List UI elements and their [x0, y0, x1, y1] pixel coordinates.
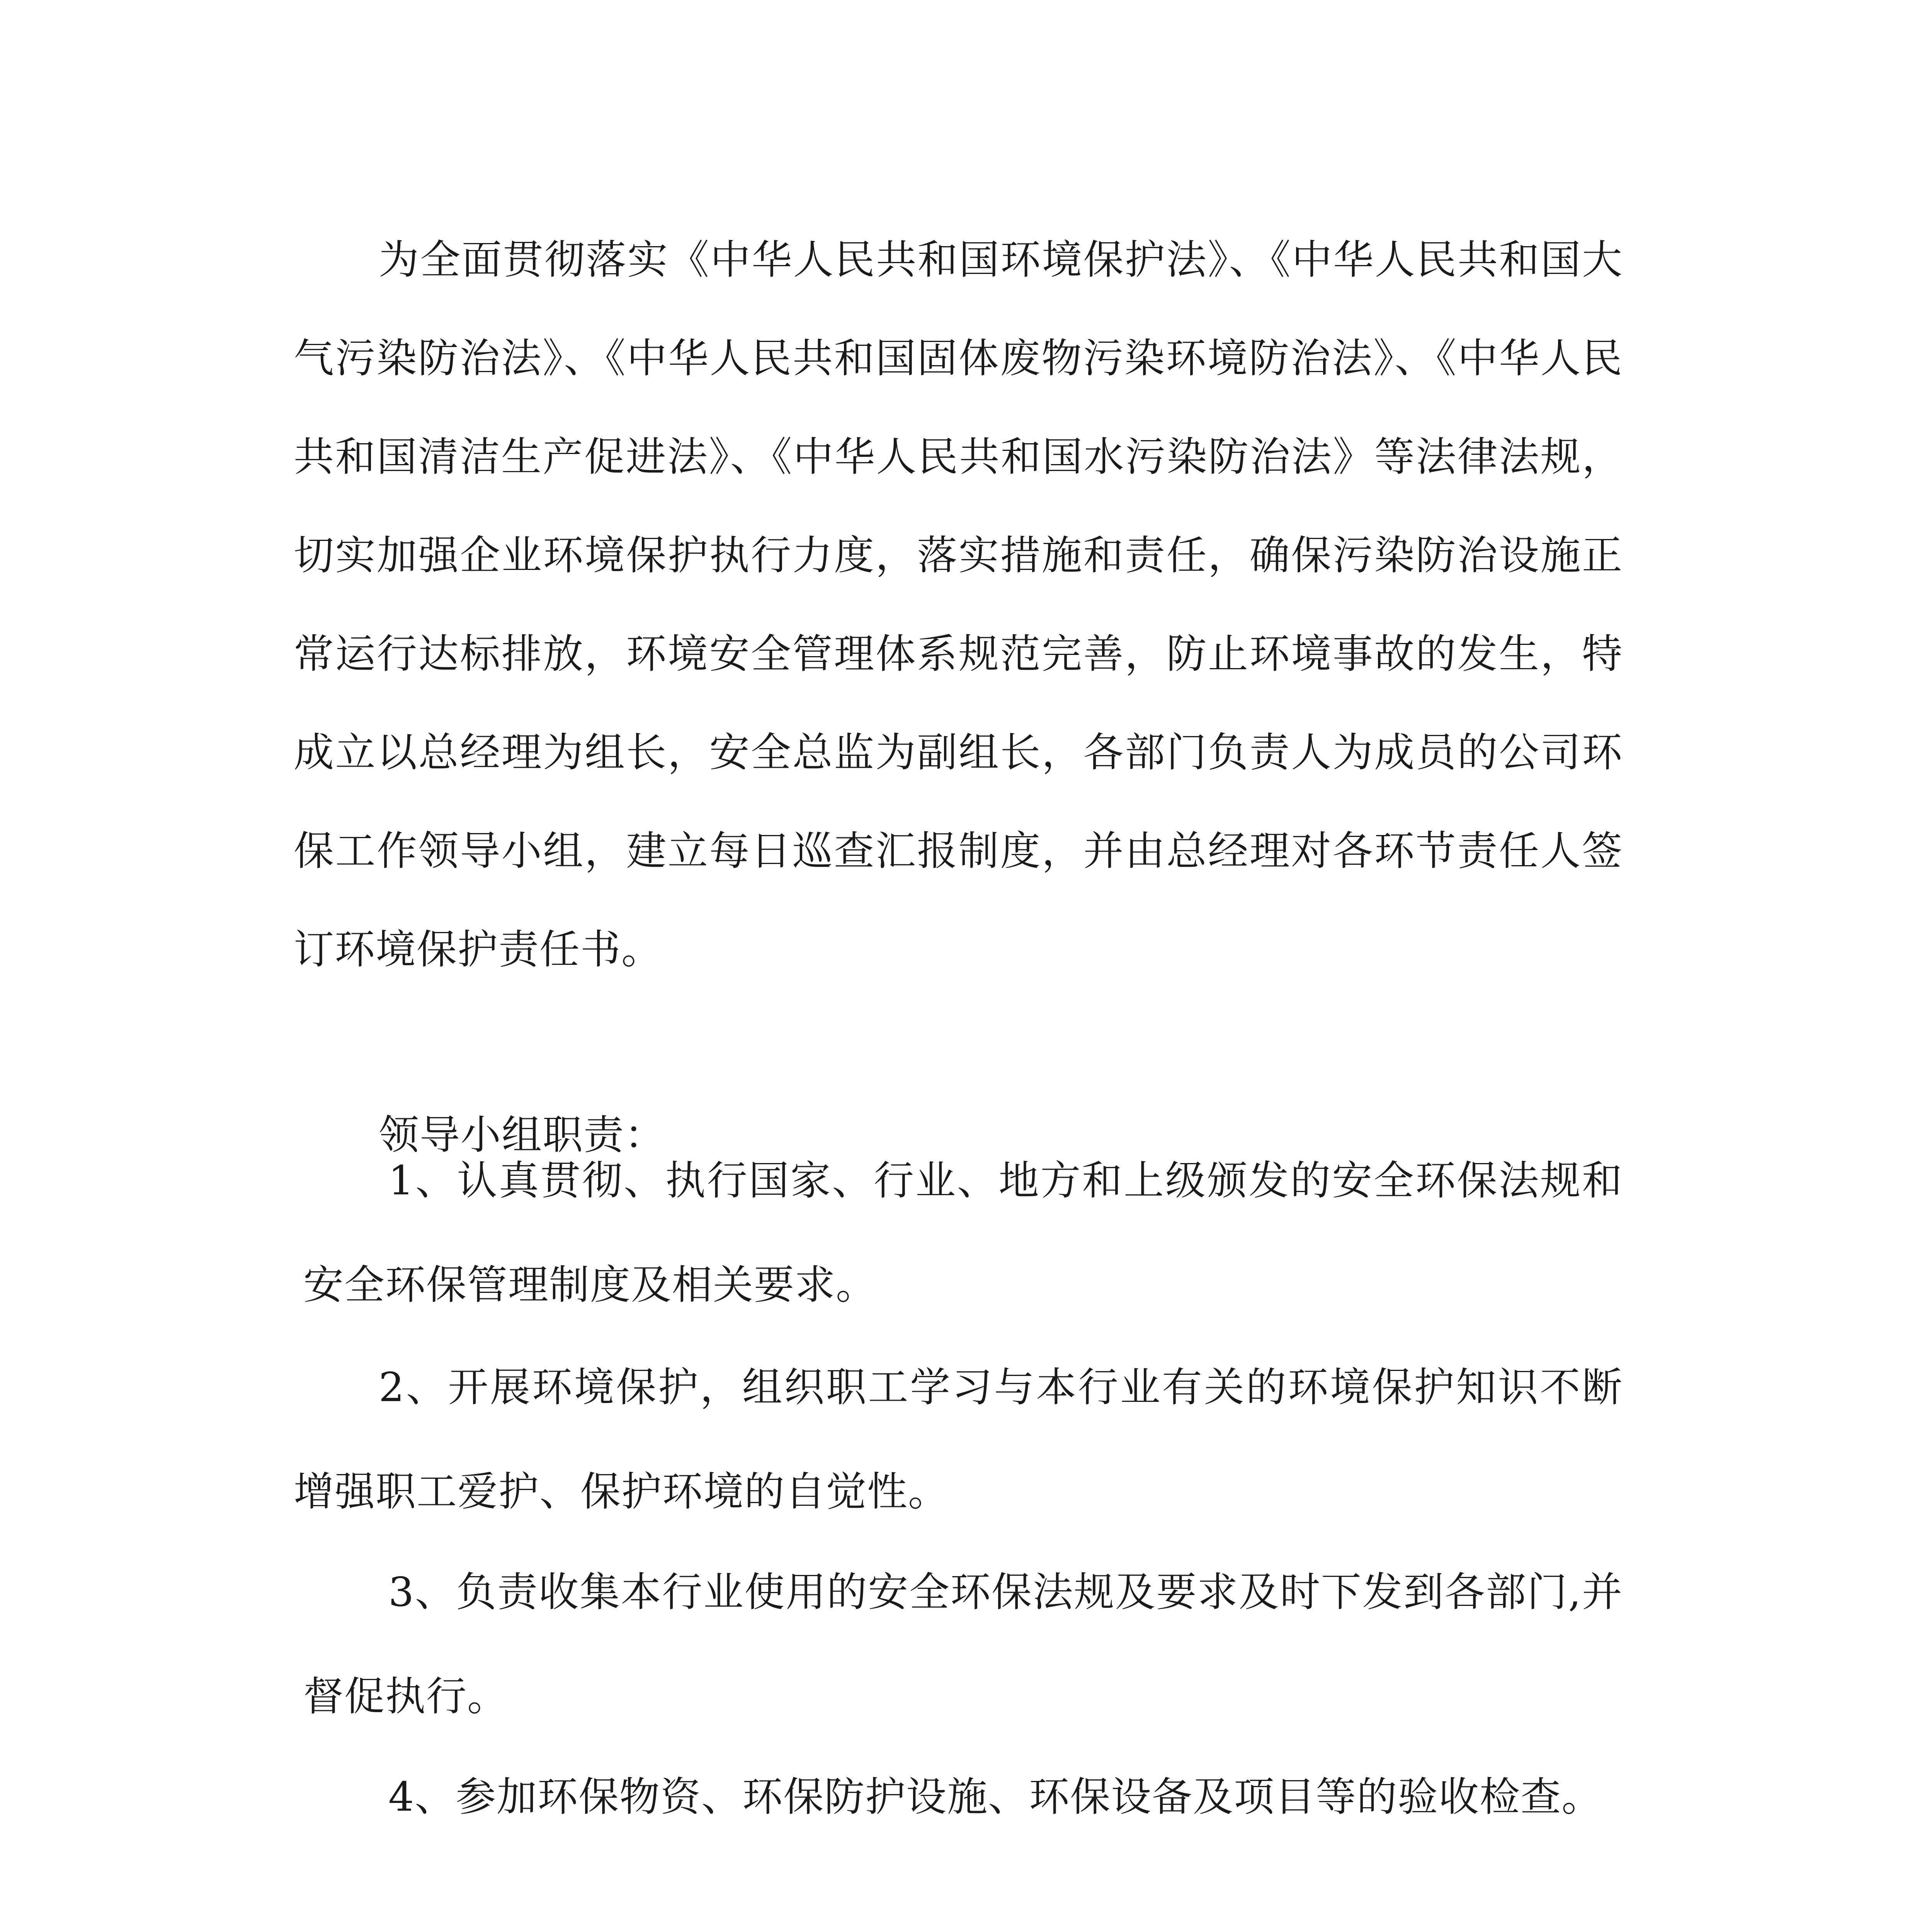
responsibility-item-1: 1、认真贯彻、执行国家、行业、地方和上级颁发的安全环保法规和安全环保管理制度及相关要求。	[303, 1157, 1623, 1308]
responsibilities-heading: 领导小组职责：	[379, 1111, 666, 1158]
responsibility-item-3: 3、负责收集本行业使用的安全环保法规及要求及时下发到各部门,并督促执行。	[303, 1568, 1623, 1720]
responsibility-item-2: 2、开展环境保护，组织职工学习与本行业有关的环境保护知识不断增强职工爱护、保护环境的自觉性。	[294, 1364, 1623, 1515]
responsibility-item-4: 4、参加环保物资、环保防护设施、环保设备及项目等的验收检查。	[388, 1773, 1603, 1820]
intro-paragraph: 为全面贯彻落实《中华人民共和国环境保护法》、《中华人民共和国大气污染防治法》、《中华人民共和国固体废物污染环境防治法》、《中华人民共和国清洁生产促进法》、《中华人民共和国水污染防治法》等法律法规，切实加强企业环境保护执行力度，落实措施和责任，确保污染防治设施正常运行达标排放，环境安全管理体系规范完善，防止环境事故的发生，特成立以总经理为组长，安全总监为副组长，各部门负责人为成员的公司环保工作领导小组，建立每日巡查汇报制度，并由总经理对各环节责任人签订环境保护责任书。	[294, 236, 1623, 973]
